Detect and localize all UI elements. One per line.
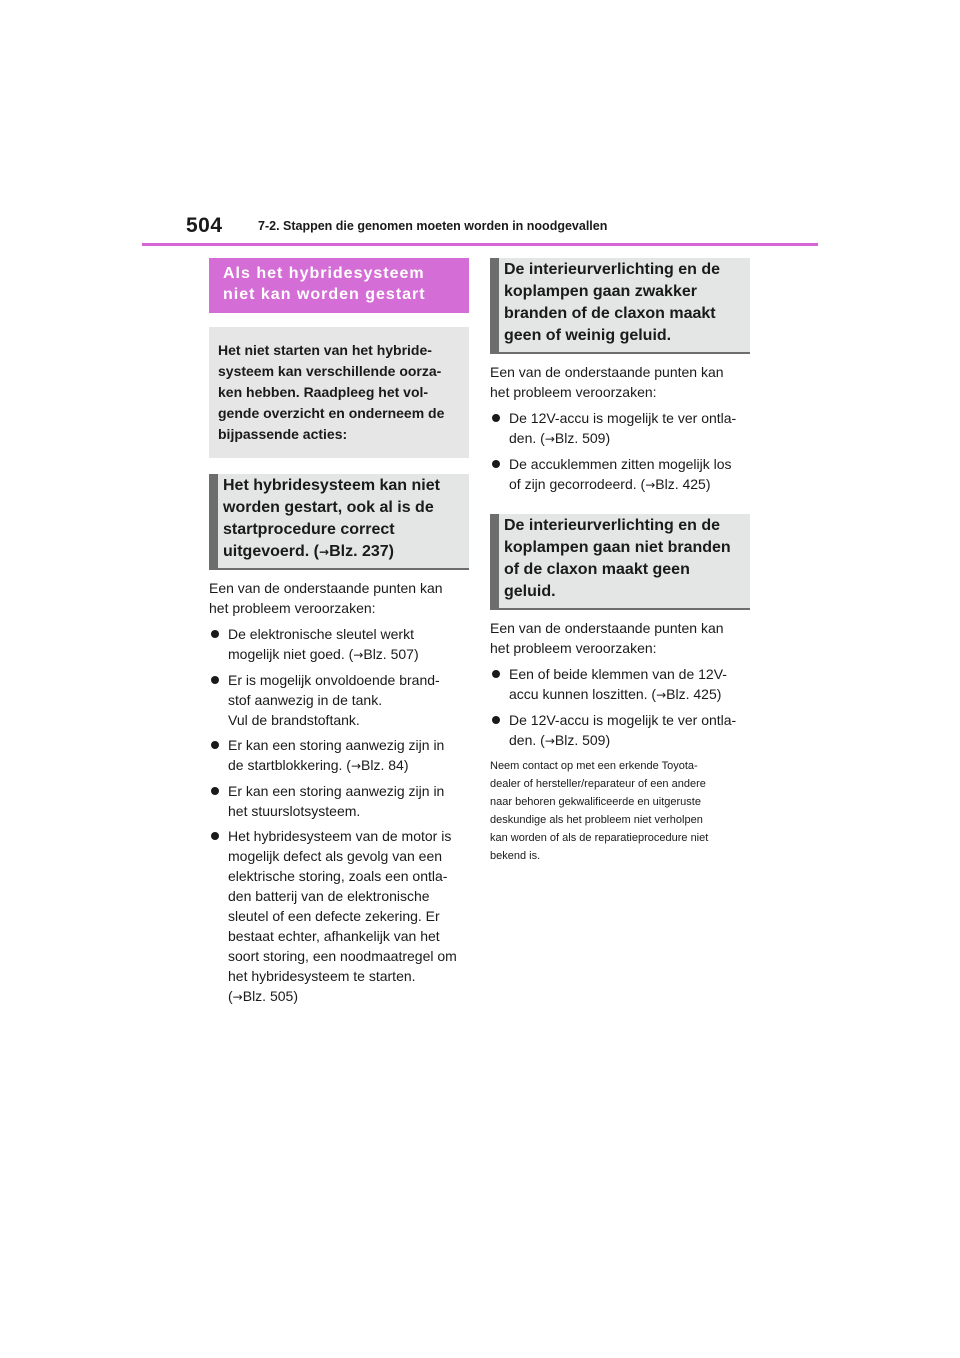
subheading-line: geluid. [504, 583, 556, 600]
list-item [209, 624, 469, 665]
arrow-icon: → [353, 648, 364, 662]
note-line: naar behoren gekwalificeerde en uitgeruste [490, 796, 701, 808]
item-text: ( [228, 988, 233, 1004]
note-line: deskundige als het probleem niet verholpen [490, 814, 703, 826]
lead-line: Een van de onderstaande punten kan [209, 580, 443, 596]
item-text: de startblokkering. ( [228, 757, 351, 773]
main-heading [209, 258, 469, 313]
list-item [490, 408, 750, 449]
subheading-line [223, 541, 461, 563]
item-line [228, 755, 469, 776]
arrow-icon: → [350, 759, 362, 773]
page-reference[interactable]: Blz. 507) [363, 646, 419, 662]
item-line [509, 428, 750, 449]
subheading-line: koplampen gaan zwakker [504, 283, 697, 300]
item-line [509, 684, 750, 705]
lead-paragraph [490, 618, 750, 658]
list-item [490, 664, 750, 705]
item-line [509, 474, 750, 495]
subheading-line: De interieurverlichting en de [504, 261, 721, 278]
item-text: den. ( [509, 430, 545, 446]
item-line: Er is mogelijk onvoldoende brand- [228, 672, 440, 688]
lead-paragraph [490, 362, 750, 402]
page-reference[interactable]: Blz. 425) [666, 686, 722, 702]
item-line: Er kan een storing aanwezig zijn in [228, 783, 445, 799]
item-text: mogelijk niet goed. ( [228, 646, 354, 662]
section-title: 7-2. Stappen die genomen moeten worden in noodgevallen [258, 219, 608, 233]
item-line: het hybridesysteem te starten. [228, 968, 416, 984]
subheading-no-lights [490, 514, 750, 610]
list-item [209, 826, 469, 1007]
item-line: bestaat echter, afhankelijk van het [228, 928, 440, 944]
subheading-line: Het hybridesysteem kan niet [223, 477, 440, 494]
note-line: Neem contact op met een erkende Toyota- [490, 760, 698, 772]
main-heading-line: Als het hybridesysteem [223, 265, 425, 282]
subheading-line: of de claxon maakt geen [504, 561, 690, 578]
item-line [228, 986, 469, 1007]
item-line: sleutel of een defecte zekering. Er [228, 908, 440, 924]
item-line: den batterij van de elektronische [228, 888, 430, 904]
lead-line: het probleem veroorzaken: [490, 384, 657, 400]
item-line [509, 730, 750, 751]
lead-paragraph [209, 578, 469, 618]
lead-line: het probleem veroorzaken: [490, 640, 657, 656]
lead-line: Een van de onderstaande punten kan [490, 620, 724, 636]
subheading-cannot-start [209, 474, 469, 570]
arrow-icon: → [645, 478, 656, 492]
arrow-icon: → [544, 432, 555, 446]
intro-line: gende overzicht en onderneem de [218, 405, 445, 421]
dealer-note [490, 757, 750, 865]
arrow-icon: → [319, 545, 330, 559]
cause-list [490, 408, 750, 495]
item-line: Vul de brandstoftank. [228, 712, 360, 728]
item-line: Het hybridesysteem van de motor is [228, 828, 452, 844]
page-reference[interactable]: Blz. 509) [554, 430, 611, 446]
item-line: stof aanwezig in de tank. [228, 692, 383, 708]
subheading-line: De interieurverlichting en de [504, 517, 721, 534]
item-line: mogelijk defect als gevolg van een [228, 848, 443, 864]
lead-line: het probleem veroorzaken: [209, 600, 376, 616]
subheading-line: worden gestart, ook al is de [223, 499, 434, 516]
header-rule [142, 243, 818, 246]
arrow-icon: → [544, 734, 555, 748]
intro-line: Het niet starten van het hybride- [218, 342, 432, 358]
intro-line: systeem kan verschillende oorza- [218, 363, 442, 379]
note-line: kan worden of als de reparatieprocedure niet [490, 832, 709, 844]
intro-line: ken hebben. Raadpleeg het vol- [218, 384, 429, 400]
list-item [209, 781, 469, 821]
item-line: het stuurslotsysteem. [228, 803, 361, 819]
subheading-line: koplampen gaan niet branden [504, 539, 731, 556]
item-line: soort storing, een noodmaatregel om [228, 948, 457, 964]
item-line: De accuklemmen zitten mogelijk los [509, 456, 732, 472]
item-text: den. ( [509, 732, 545, 748]
subheading-line: startprocedure correct [223, 521, 395, 538]
note-line: bekend is. [490, 850, 541, 862]
subheading-line: branden of de claxon maakt [504, 305, 716, 322]
item-text: accu kunnen loszitten. ( [509, 686, 657, 702]
page-number: 504 [186, 214, 223, 237]
page-reference[interactable]: Blz. 505) [242, 988, 298, 1004]
lead-line: Een van de onderstaande punten kan [490, 364, 724, 380]
item-line: Een of beide klemmen van de 12V- [509, 666, 727, 682]
cause-list [209, 624, 469, 1007]
item-line [228, 644, 469, 665]
page-reference[interactable]: Blz. 425) [655, 476, 711, 492]
item-line: De 12V-accu is mogelijk te ver ontla- [509, 410, 737, 426]
main-heading-line: niet kan worden gestart [223, 286, 426, 303]
item-line: elektrische storing, zoals een ontla- [228, 868, 448, 884]
intro-line: bijpassende acties: [218, 426, 348, 442]
page-reference[interactable]: Blz. 509) [554, 732, 611, 748]
right-column [490, 258, 750, 865]
subheading-dim-lights [490, 258, 750, 354]
item-line: De 12V-accu is mogelijk te ver ontla- [509, 712, 737, 728]
list-item [209, 670, 469, 730]
left-column [209, 258, 469, 1012]
list-item [490, 454, 750, 495]
page-reference[interactable]: Blz. 237) [329, 543, 394, 560]
arrow-icon: → [232, 990, 243, 1004]
list-item [490, 710, 750, 751]
subheading-text: uitgevoerd. ( [223, 543, 320, 560]
item-line: Er kan een storing aanwezig zijn in [228, 737, 445, 753]
cause-list [490, 664, 750, 751]
note-line: dealer of hersteller/reparateur of een andere [490, 778, 706, 790]
list-item [209, 735, 469, 776]
subheading-line: geen of weinig geluid. [504, 327, 672, 344]
intro-box [209, 327, 469, 458]
item-line: De elektronische sleutel werkt [228, 626, 414, 642]
item-text: of zijn gecorrodeerd. ( [509, 476, 646, 492]
arrow-icon: → [656, 688, 667, 702]
page-reference[interactable]: Blz. 84) [361, 757, 409, 773]
